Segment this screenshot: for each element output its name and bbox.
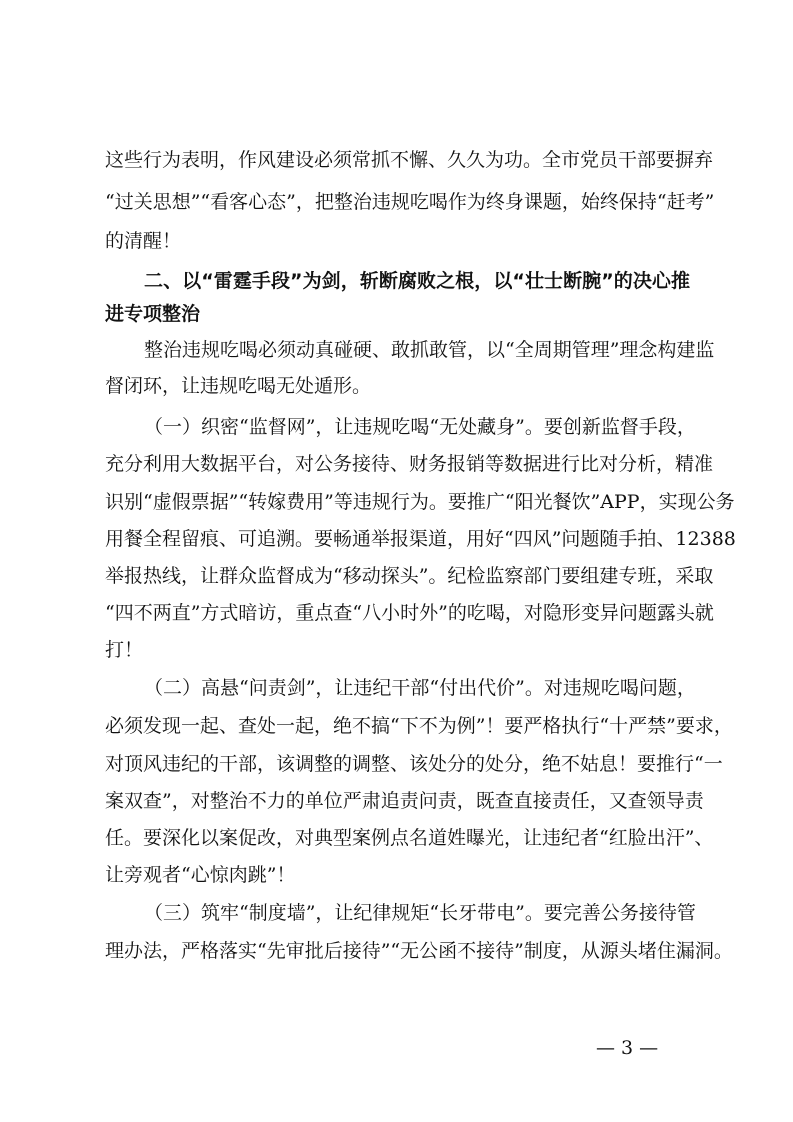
body-line: 用餐全程留痕、可追溯。要畅通举报渠道，用好“四风”问题随手拍、12388 [105,528,736,550]
body-line: 案双查”，对整治不力的单位严肃追责问责，既查直接责任，又查领导责 [105,790,704,812]
body-line: 打！ [105,639,144,661]
body-line: 让旁观者“心惊肉跳”！ [105,864,296,886]
page-number: — 3 — [596,1037,659,1059]
section-heading-line: 进专项整治 [105,303,201,325]
subsection-line: （一）织密“监督网”，让违规吃喝“无处藏身”。要创新监督手段， [144,416,696,438]
body-line: 理办法，严格落实“先审批后接待”“无公函不接待”制度，从源头堵住漏洞。 [105,940,733,962]
subsection-line: （三）筑牢“制度墙”，让纪律规矩“长牙带电”。要完善公务接待管 [144,902,696,924]
body-line: 识别“虚假票据”“转嫁费用”等违规行为。要推广“阳光餐饮”APP，实现公务 [105,491,735,513]
body-line: 的清醒！ [105,230,182,252]
body-line: 整治违规吃喝必须动真碰硬、敢抓敢管，以“全周期管理”理念构建监 [144,339,715,361]
section-heading-line: 二、以“雷霆手段”为剑，斩断腐败之根，以“壮士断腕”的决心推 [144,270,690,292]
body-line: “过关思想”“看客心态”，把整治违规吃喝作为终身课题，始终保持“赶考” [105,191,715,213]
body-line: 对顶风违纪的干部，该调整的调整、该处分的处分，绝不姑息！要推行“一 [105,753,723,775]
body-line: 必须发现一起、查处一起，绝不搞“下不为例”！要严格执行“十严禁”要求， [105,715,733,737]
body-line: 督闭环，让违规吃喝无处遁形。 [105,375,372,397]
body-line: “四不两直”方式暗访，重点查“八小时外”的吃喝，对隐形变异问题露头就 [105,602,714,624]
body-line: 任。要深化以案促改，对典型案例点名道姓曝光，让违纪者“红脸出汗”、 [105,827,714,849]
subsection-line: （二）高悬“问责剑”，让违纪干部“付出代价”。对违规吃喝问题， [144,677,696,699]
body-line: 举报热线，让群众监督成为“移动探头”。纪检监察部门要组建专班，采取 [105,565,714,587]
body-line: 这些行为表明，作风建设必须常抓不懈、久久为功。全市党员干部要摒弃 [105,149,714,171]
body-line: 充分利用大数据平台，对公务接待、财务报销等数据进行比对分析，精准 [105,453,714,475]
